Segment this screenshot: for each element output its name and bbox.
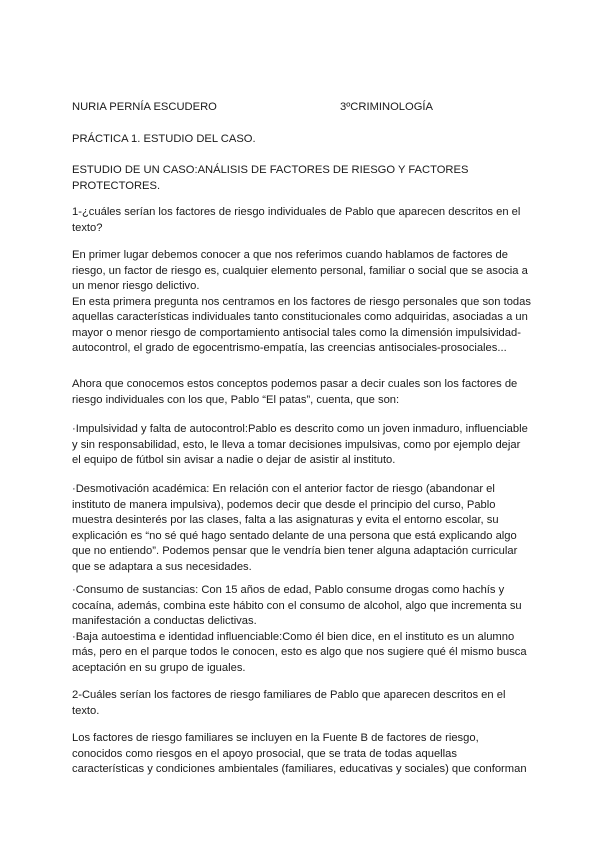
paragraph-risk-definition	[72, 248, 532, 357]
factor-sustancias-autoestima	[72, 583, 532, 676]
question-1: 1-¿cuáles serían los factores de riesgo individuales de Pablo que aparecen descritos en el texto?	[72, 206, 521, 234]
factor-impulsividad: ·Impulsividad y falta de autocontrol:Pablo es descrito como un joven inmaduro, influenciable y sin responsabilidad, esto, le lleva a tomar decisiones impulsivas, como por ejemplo dejar el equipo de fútbol sin avisar a nadie o dejar de asistir al instituto.	[72, 423, 528, 466]
question-2: 2-Cuáles serían los factores de riesgo familiares de Pablo que aparecen descritos en el texto.	[72, 689, 506, 717]
paragraph-risk-definition-a: En primer lugar debemos conocer a que nos referimos cuando hablamos de factores de riesgo, un factor de riesgo es, cualquier elemento personal, familiar o social que se asocia a un menor riesgo delictivo.	[72, 249, 528, 292]
case-title: ESTUDIO DE UN CASO:ANÁLISIS DE FACTORES DE RIESGO Y FACTORES PROTECTORES.	[72, 164, 469, 192]
paragraph-risk-definition-b: En esta primera pregunta nos centramos en los factores de riesgo personales que son todas aquellas características individuales tanto constitucionales como adquiridas, asociadas a un mayor o menor riesgo de comportamiento antisocial tales como la dimensión impulsividad-autocontrol, el grado de egocentrismo-empatía, las creencias antisociales-prosociales...	[72, 295, 531, 354]
paragraph-family-factors: Los factores de riesgo familiares se incluyen en la Fuente B de factores de riesgo, conocidos como riesgos en el apoyo prosocial, que se trata de todas aquellas características y condiciones ambientales (familiares, educativas y sociales) que conforman	[72, 732, 527, 775]
factor-autoestima: ·Baja autoestima e identidad influenciable:Como él bien dice, en el instituto es un alumno más, pero en el parque todos le conocen, esto es algo que nos sugiere qué él mismo busca aceptación en su grupo de iguales.	[72, 630, 527, 674]
paragraph-intro-factors: Ahora que conocemos estos conceptos podemos pasar a decir cuales son los factores de riesgo individuales con los que, Pablo “El patas”, cuenta, que son:	[72, 378, 518, 406]
factor-desmotivacion: ·Desmotivación académica: En relación con el anterior factor de riesgo (abandonar el instituto de manera impulsiva), podemos decir que desde el principio del curso, Pablo muestra desinterés por las clases, falta a las asignaturas y evita el entorno escolar, su explicación es “no sé qué hago sentado delante de una persona que está explicando algo que no entiendo”. Podemos pensar que le vendría bien tener alguna adaptación curricular que se adaptara a sus necesidades.	[72, 483, 518, 573]
course-label: 3ºCRIMINOLOGÍA	[340, 101, 433, 113]
practice-title: PRÁCTICA 1. ESTUDIO DEL CASO.	[72, 133, 256, 145]
author-name: NURIA PERNÍA ESCUDERO	[72, 101, 217, 113]
factor-sustancias: ·Consumo de sustancias: Con 15 años de edad, Pablo consume drogas como hachís y cocaína, además, combina este hábito con el consumo de alcohol, algo que incrementa su manifestación a conductas delictivas.	[72, 584, 522, 627]
